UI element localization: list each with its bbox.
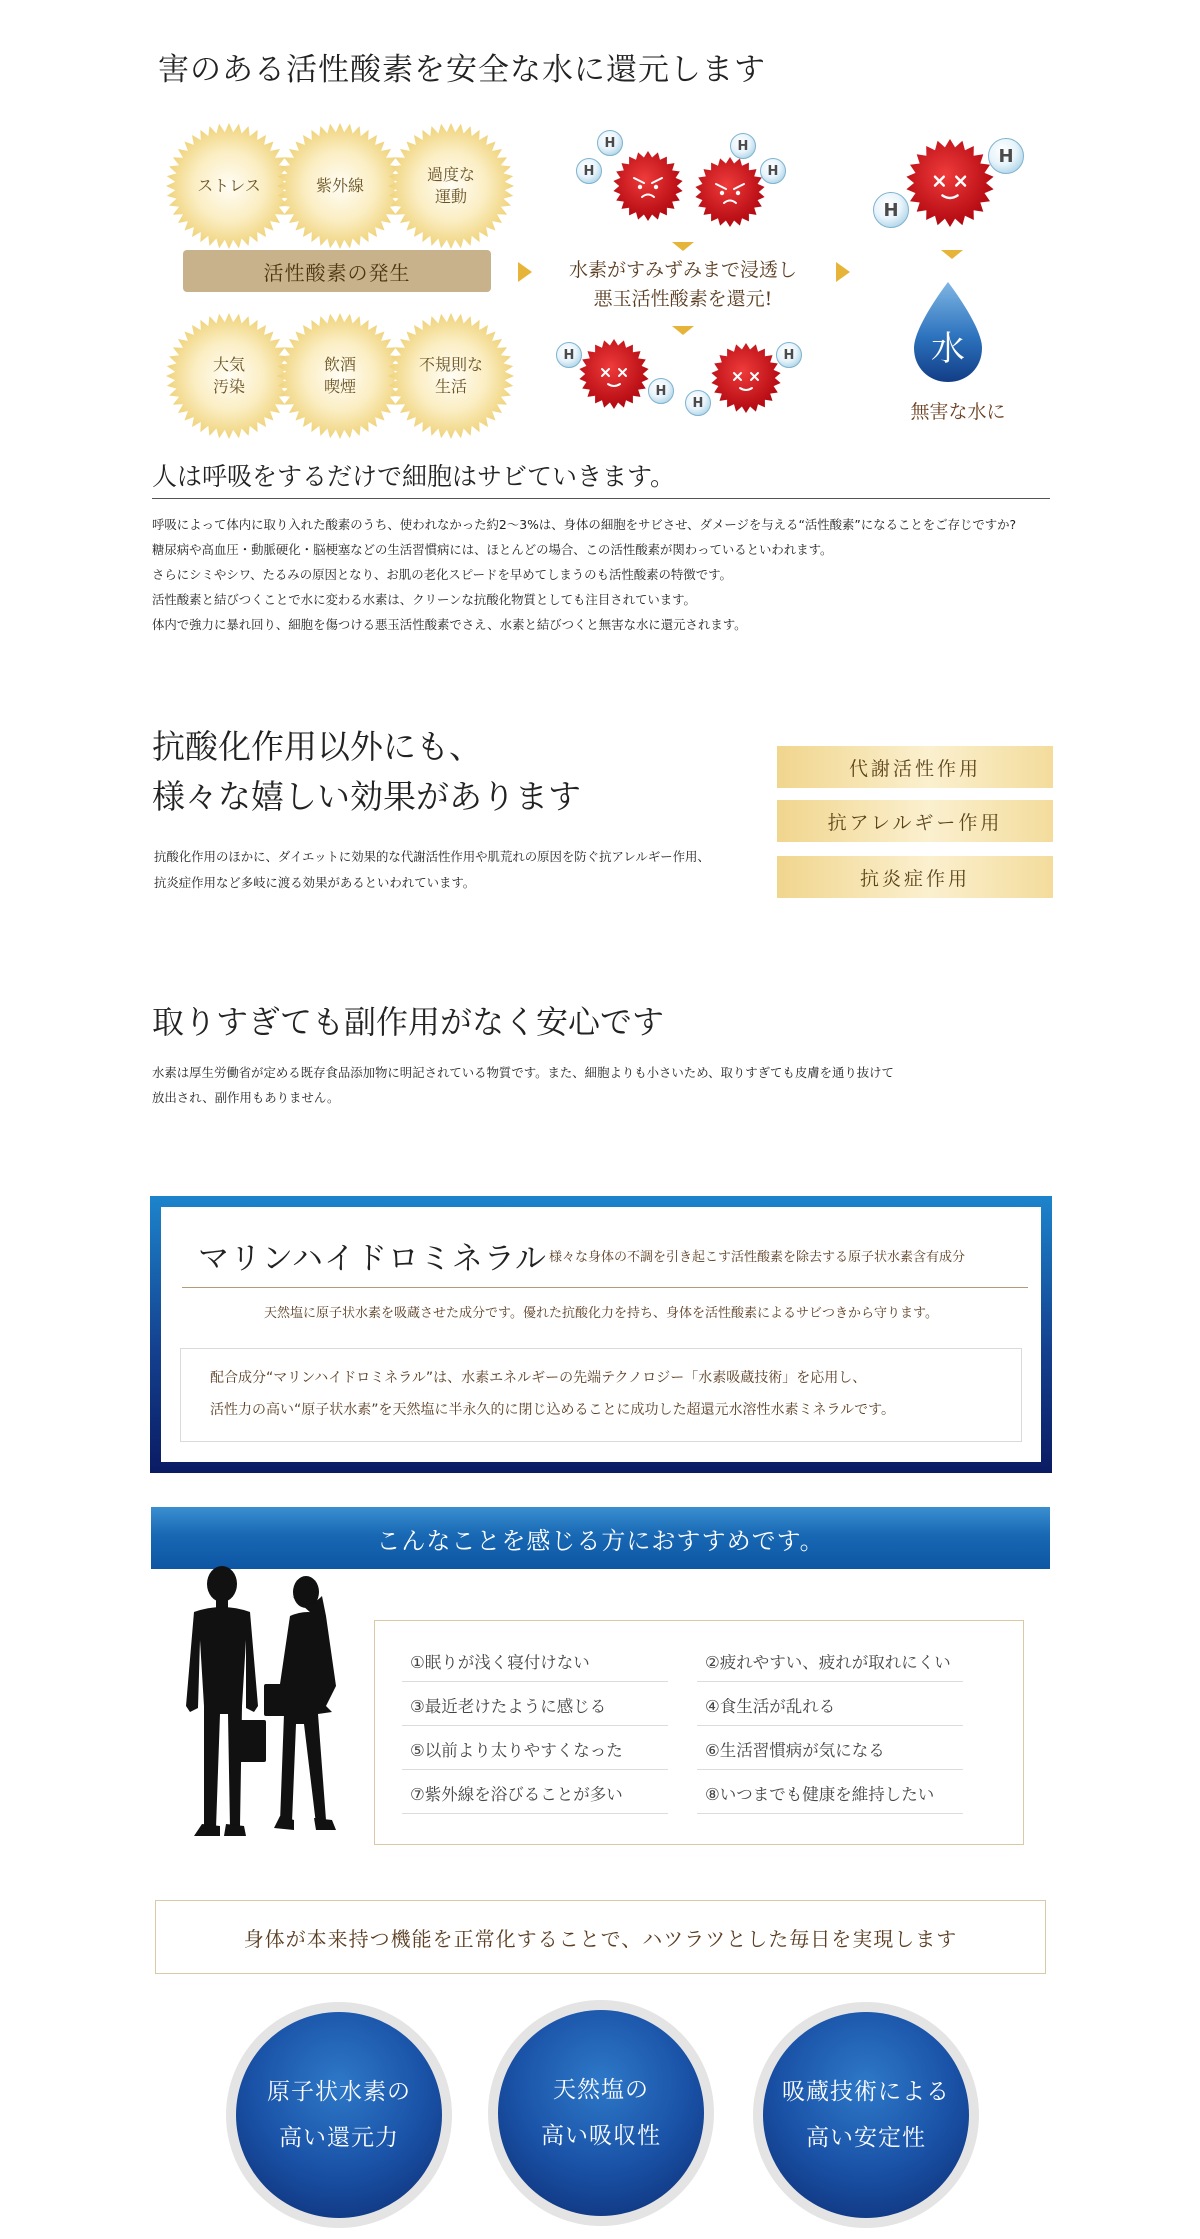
recommend-list-left [402, 1640, 668, 1814]
hydrogen-icon: H [730, 133, 756, 159]
business-people-silhouette [176, 1556, 366, 1856]
hydrogen-icon: H [776, 342, 802, 368]
cause-label: ストレス [197, 176, 261, 195]
effects-paragraph: 抗酸化作用のほかに、ダイエットに効果的な代謝活性作用や肌荒れの原因を防ぐ抗アレルギー作用、 抗炎症作用など多岐に渡る効果があるといわれています。 [154, 849, 710, 890]
safety-heading: 取りすぎても副作用がなく安心です [152, 1003, 665, 1041]
marine-subtitle: 様々な身体の不調を引き起こす活性酸素を除去する原子状水素含有成分 [549, 1250, 966, 1265]
feature-label: 原子状水素の 高い還元力 [236, 2012, 442, 2218]
hydrogen-icon: H [556, 342, 582, 368]
effect-antiinflammatory: 抗炎症作用 [777, 856, 1053, 898]
cause-burst-drinking [276, 312, 404, 440]
cause-burst-irregular [387, 312, 515, 440]
recommend-item: ⑤以前より太りやすくなった [402, 1728, 668, 1770]
feature-circle-absorption [488, 2000, 714, 2226]
harmless-water-label: 無害な水に [910, 401, 1006, 423]
recommend-item: ②疲れやすい、疲れが取れにくい [697, 1640, 963, 1682]
occurrence-label: 活性酸素の発生 [183, 250, 491, 292]
water-drop-icon [908, 278, 988, 386]
arrow-right-icon [518, 262, 532, 282]
hydrogen-icon: H [597, 130, 623, 156]
cause-burst-exercise [387, 122, 515, 250]
feature-circle-reduction [226, 2002, 452, 2228]
hydrogen-icon: H [760, 158, 786, 184]
function-statement: 身体が本来持つ機能を正常化することで、ハツラツとした毎日を実現します [155, 1900, 1046, 1974]
divider [152, 498, 1050, 499]
reduction-text: 水素がすみずみまで浸透し 悪玉活性酸素を還元! [568, 259, 797, 310]
recommend-item: ⑧いつまでも健康を維持したい [697, 1772, 963, 1814]
recommend-list-right [697, 1640, 963, 1814]
cause-label: 大気 汚染 [212, 355, 245, 396]
water-symbol: 水 [931, 329, 965, 369]
feature-label: 吸蔵技術による 高い安定性 [763, 2012, 969, 2218]
breathing-heading: 人は呼吸をするだけで細胞はサビていきます。 [152, 462, 676, 491]
hydrogen-icon: H [648, 378, 674, 404]
effects-heading: 抗酸化作用以外にも、 様々な嬉しい効果があります [152, 727, 581, 816]
feature-label: 天然塩の 高い吸収性 [498, 2010, 704, 2216]
angry-radical-icon [694, 156, 766, 228]
divider [182, 1287, 1028, 1288]
hydrogen-icon: H [873, 192, 909, 228]
cause-label: 飲酒 喫煙 [323, 355, 356, 396]
recommend-item: ⑦紫外線を浴びることが多い [402, 1772, 668, 1814]
cause-burst-stress [165, 122, 293, 250]
recommend-item: ④食生活が乱れる [697, 1684, 963, 1726]
recommend-item: ③最近老けたように感じる [402, 1684, 668, 1726]
hydrogen-icon: H [988, 138, 1024, 174]
arrow-down-icon [941, 250, 963, 259]
arrow-down-icon [672, 242, 694, 251]
dazed-radical-icon [710, 342, 782, 414]
recommend-banner: こんなことを感じる方におすすめです。 [151, 1507, 1050, 1569]
section-title-reduce: 害のある活性酸素を安全な水に還元します [158, 52, 766, 88]
safety-paragraph: 水素は厚生労働省が定める既存食品添加物に明記されている物質です。また、細胞よりも小さいため、取りすぎても皮膚を通り抜けて 放出され、副作用もありません。 [152, 1065, 894, 1105]
breathing-paragraph: 呼吸によって体内に取り入れた酸素のうち、使われなかった約2～3%は、身体の細胞をサビさせ、ダメージを与える“活性酸素”になることをご存じですか? 糖尿病や高血圧・動脈硬化・脳梗塞などの生活習慣病には、ほとんどの場合、この活性酸素が関わっているといわれます。 さらにシミやシワ、たるみの原因となり、お肌の老化スピードを早めてしまうのも活性酸素の特徴です。 活性酸素と結びつくことで水に変わる水素は、クリーンな抗酸化物質としても注目されています。 体内で強力に暴れ回り、細胞を傷つける悪玉活性酸素でさえ、水素と結びつくと無害な水に還元されます。 [152, 517, 1017, 632]
feature-circle-stability [753, 2002, 979, 2228]
dazed-radical-icon [578, 338, 650, 410]
cause-label: 紫外線 [315, 176, 364, 195]
arrow-down-icon [672, 326, 694, 335]
effect-antiallergy: 抗アレルギー作用 [777, 800, 1053, 842]
effect-metabolism: 代謝活性作用 [777, 746, 1053, 788]
recommend-item: ⑥生活習慣病が気になる [697, 1728, 963, 1770]
cause-burst-pollution [165, 312, 293, 440]
dazed-radical-icon [905, 138, 995, 228]
recommend-item: ①眠りが浅く寝付けない [402, 1640, 668, 1682]
hydrogen-icon: H [576, 158, 602, 184]
hydrogen-icon: H [685, 390, 711, 416]
cause-label: 過度な 運動 [426, 165, 475, 206]
marine-description: 天然塩に原子状水素を吸蔵させた成分です。優れた抗酸化力を持ち、身体を活性酸素によるサビつきから守ります。 [264, 1306, 938, 1321]
marine-title: マリンハイドロミネラル [198, 1241, 547, 1277]
cause-label: 不規則な 生活 [418, 355, 483, 396]
marine-detail-text: 配合成分“マリンハイドロミネラル”は、水素エネルギーの先端テクノロジー「水素吸蔵技術」を応用し、 活性力の高い“原子状水素”を天然塩に半永久的に閉じ込めることに成功した超還元水溶性水素ミネラルです。 [210, 1370, 895, 1418]
angry-radical-icon [612, 150, 684, 222]
cause-burst-uv [276, 122, 404, 250]
arrow-right-icon [836, 262, 850, 282]
